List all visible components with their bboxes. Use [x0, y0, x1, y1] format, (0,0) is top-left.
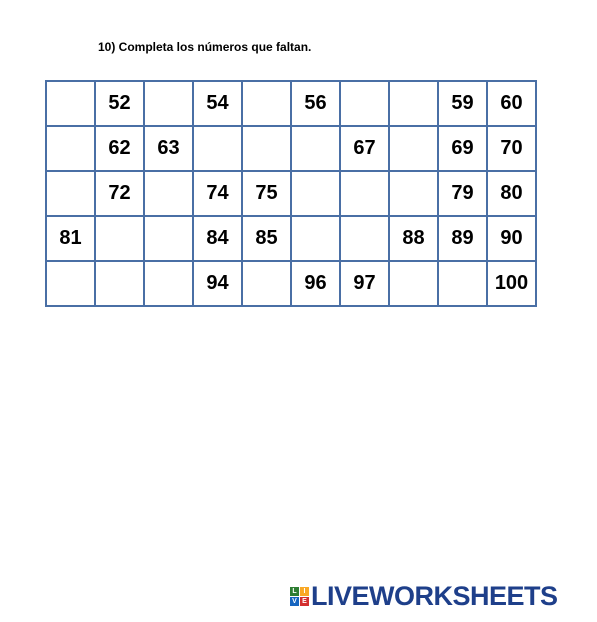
grid-row [46, 126, 536, 171]
blank-answer-cell[interactable] [46, 171, 95, 216]
number-cell: 63 [144, 126, 193, 171]
blank-answer-cell[interactable] [193, 126, 242, 171]
blank-answer-cell[interactable] [389, 126, 438, 171]
number-cell: 80 [487, 171, 536, 216]
number-cell: 85 [242, 216, 291, 261]
blank-answer-cell[interactable] [340, 216, 389, 261]
number-grid [45, 80, 537, 307]
blank-answer-cell[interactable] [46, 126, 95, 171]
number-cell: 52 [95, 81, 144, 126]
number-cell: 60 [487, 81, 536, 126]
number-cell: 62 [95, 126, 144, 171]
liveworksheets-logo-icon [290, 585, 309, 608]
grid-row [46, 261, 536, 306]
number-cell: 74 [193, 171, 242, 216]
blank-answer-cell[interactable] [340, 81, 389, 126]
grid-row [46, 171, 536, 216]
number-cell: 70 [487, 126, 536, 171]
blank-answer-cell[interactable] [95, 216, 144, 261]
logo-letter-i: I [300, 587, 309, 596]
brand-footer [290, 583, 558, 610]
grid-row [46, 81, 536, 126]
blank-answer-cell[interactable] [242, 81, 291, 126]
blank-answer-cell[interactable] [95, 261, 144, 306]
grid-row [46, 216, 536, 261]
blank-answer-cell[interactable] [144, 216, 193, 261]
blank-answer-cell[interactable] [46, 81, 95, 126]
number-cell: 75 [242, 171, 291, 216]
number-cell: 89 [438, 216, 487, 261]
number-cell: 97 [340, 261, 389, 306]
blank-answer-cell[interactable] [291, 216, 340, 261]
number-cell: 54 [193, 81, 242, 126]
number-cell: 90 [487, 216, 536, 261]
number-cell: 59 [438, 81, 487, 126]
logo-letter-e: E [300, 597, 309, 606]
instruction-text: 10) Completa los números que faltan. [98, 40, 312, 54]
number-cell: 56 [291, 81, 340, 126]
blank-answer-cell[interactable] [144, 81, 193, 126]
blank-answer-cell[interactable] [291, 126, 340, 171]
blank-answer-cell[interactable] [438, 261, 487, 306]
blank-answer-cell[interactable] [389, 261, 438, 306]
logo-letter-l: L [290, 587, 299, 596]
number-cell: 84 [193, 216, 242, 261]
blank-answer-cell[interactable] [291, 171, 340, 216]
blank-answer-cell[interactable] [389, 81, 438, 126]
brand-name: LIVEWORKSHEETS [311, 581, 558, 611]
blank-answer-cell[interactable] [46, 261, 95, 306]
blank-answer-cell[interactable] [144, 261, 193, 306]
blank-answer-cell[interactable] [340, 171, 389, 216]
blank-answer-cell[interactable] [144, 171, 193, 216]
number-cell: 96 [291, 261, 340, 306]
logo-letter-v: V [290, 597, 299, 606]
number-cell: 72 [95, 171, 144, 216]
number-cell: 88 [389, 216, 438, 261]
number-cell: 67 [340, 126, 389, 171]
blank-answer-cell[interactable] [242, 261, 291, 306]
blank-answer-cell[interactable] [389, 171, 438, 216]
blank-answer-cell[interactable] [242, 126, 291, 171]
number-cell: 79 [438, 171, 487, 216]
number-cell: 69 [438, 126, 487, 171]
number-cell: 81 [46, 216, 95, 261]
number-cell: 94 [193, 261, 242, 306]
number-cell: 100 [487, 261, 536, 306]
